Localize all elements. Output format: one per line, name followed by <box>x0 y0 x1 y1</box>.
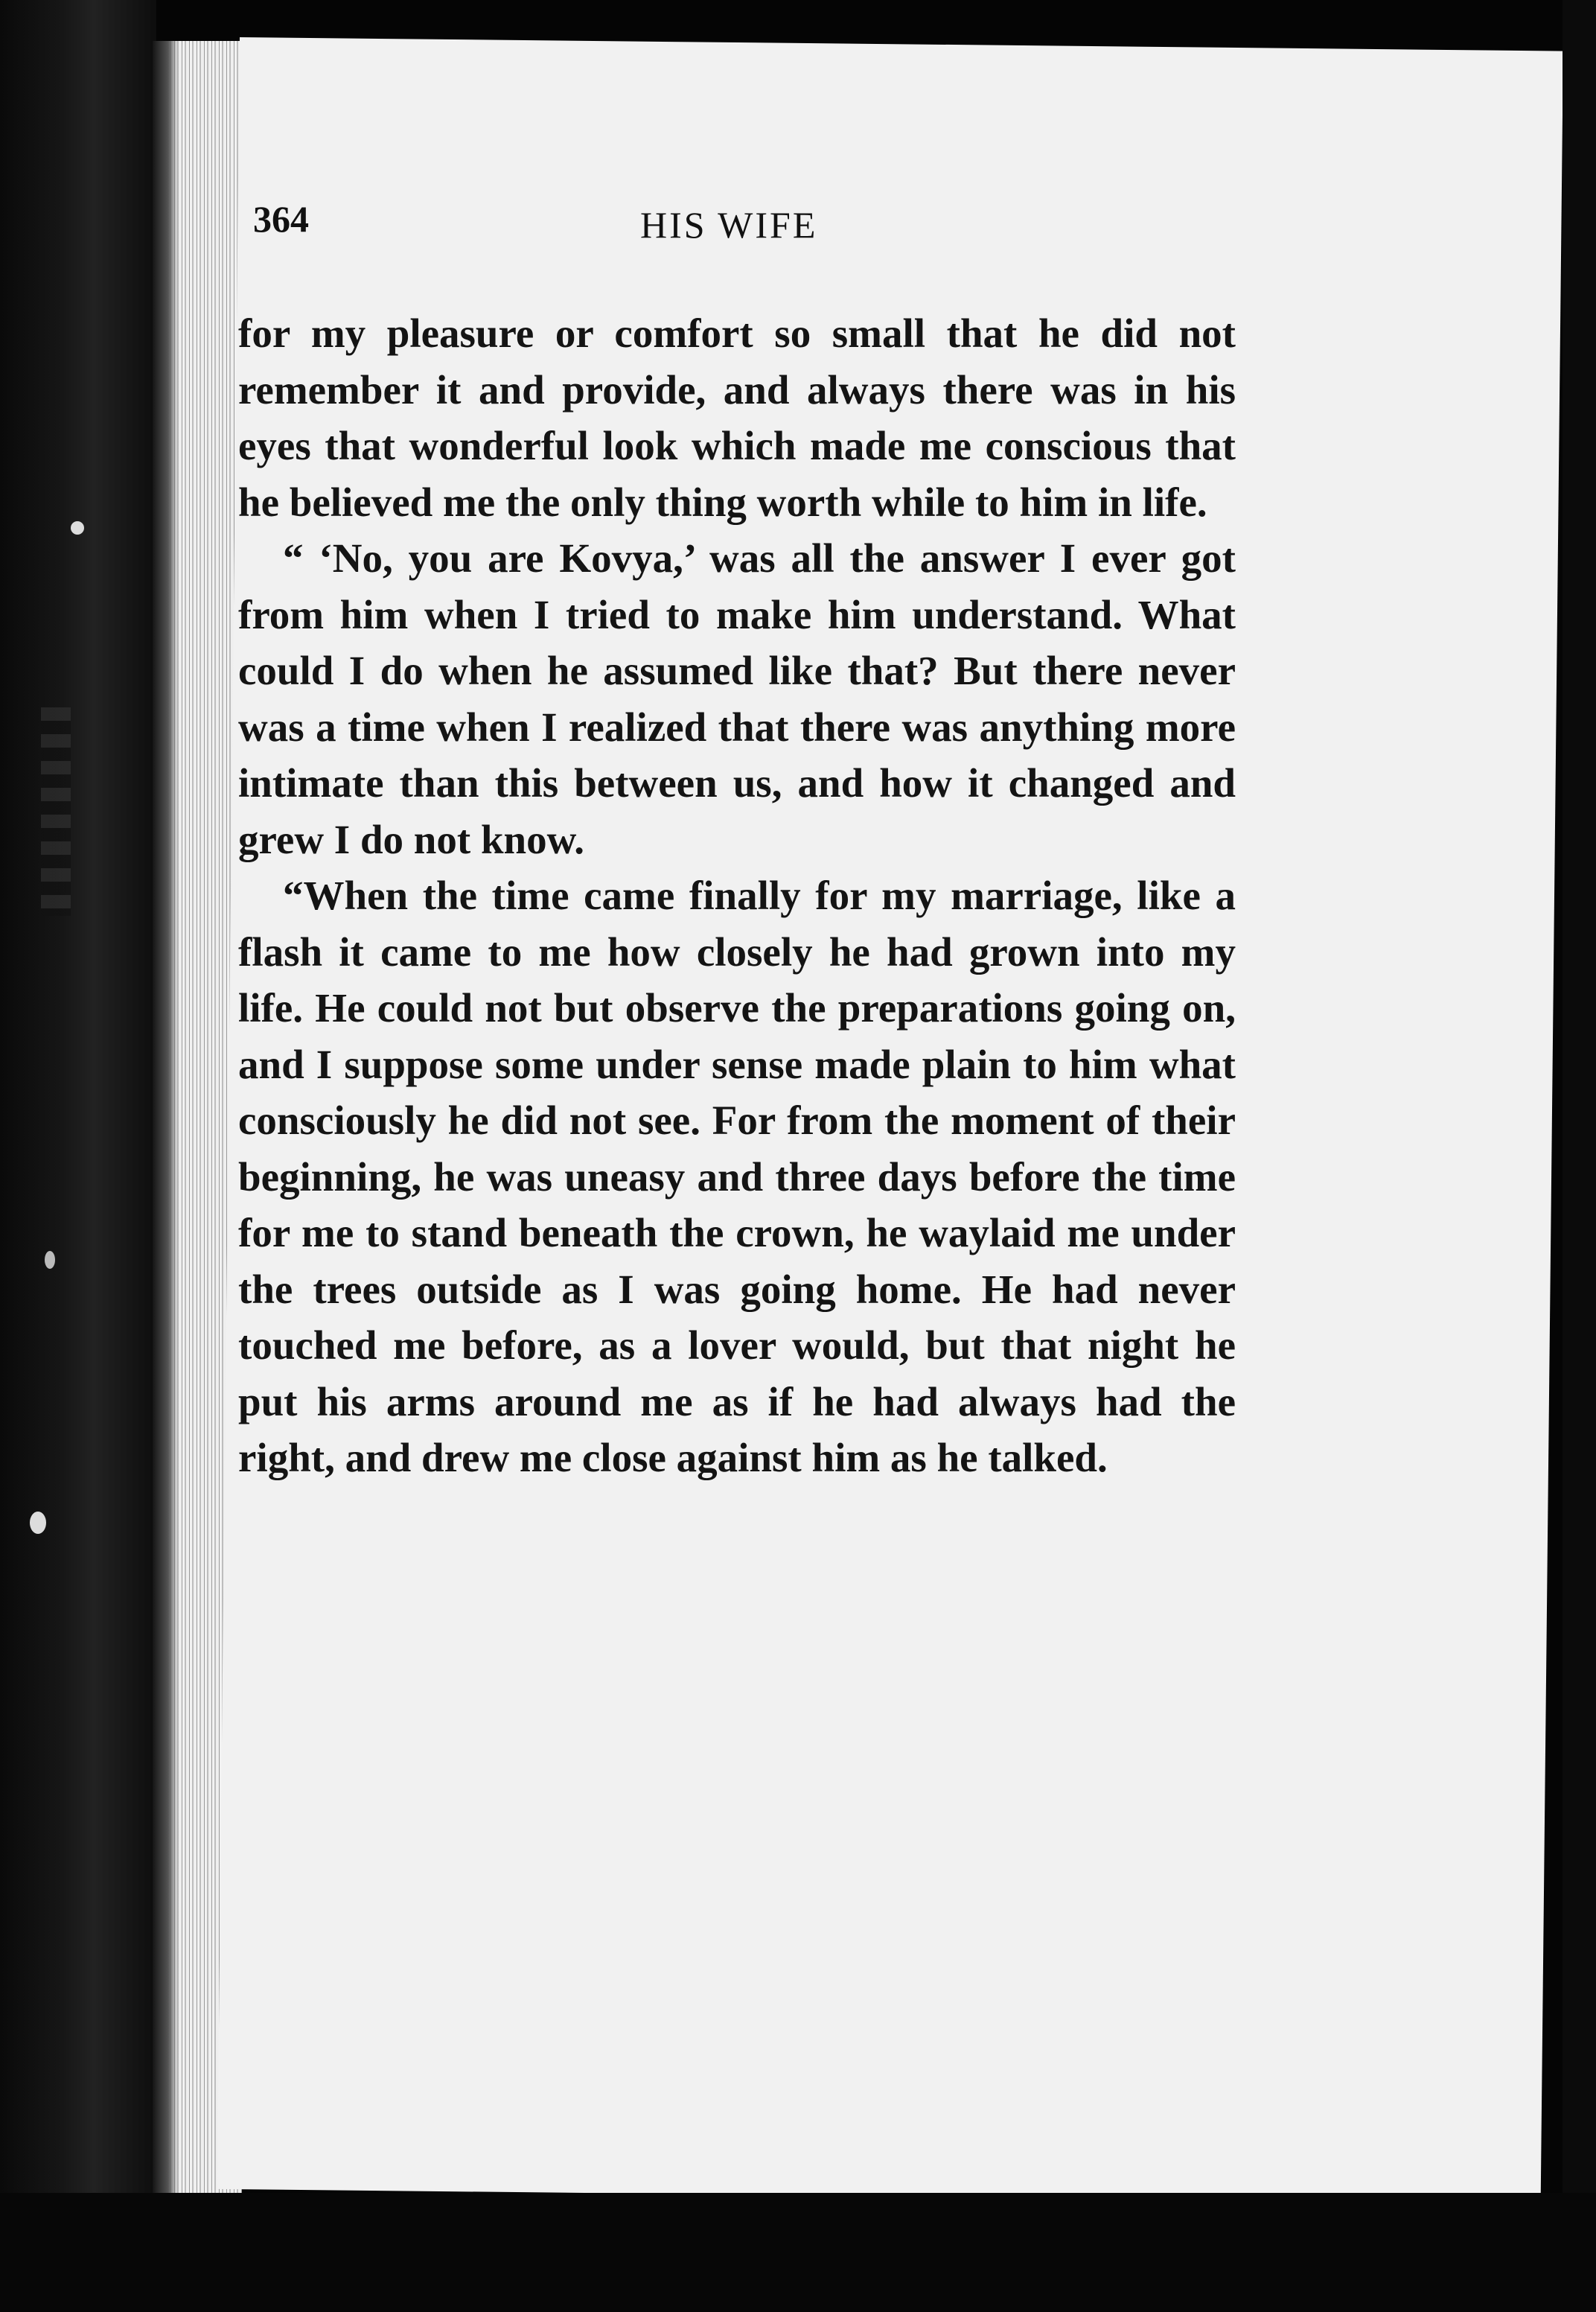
scan-speck <box>30 1512 46 1534</box>
paragraph: “When the time came finally for my marriage, like a flash it came to me how closely he had grown into my life. He could not but observe the preparations going on, and I suppose some under sense made plain to him what consciously he did not see. For from the moment of their beginning, he was uneasy and three days before the time for me to stand beneath the crown, he waylaid me under the trees outside as I was going home. He had never touched me before, as a lover would, but that night he put his arms around me as if he had always had the right, and drew me close against him as he talked. <box>238 873 1236 1480</box>
book-binding <box>0 0 156 2312</box>
scan-speck <box>45 1251 55 1269</box>
page-number: 364 <box>253 198 309 240</box>
paragraph: for my pleasure or comfort so small that he did not remember it and provide, and always there was in his eyes that wonderful look which made me conscious that he believed me the only thing worth while to him in life. <box>238 311 1236 525</box>
running-head: HIS WIFE <box>640 204 818 246</box>
page-header <box>253 197 1221 257</box>
scan-border-right <box>1563 0 1596 2312</box>
scan-speck <box>71 521 84 535</box>
scan-border-bottom <box>0 2193 1596 2312</box>
body-text <box>238 305 1236 1486</box>
paragraph: “ ‘No, you are Kovya,’ was all the answer I ever got from him when I tried to make him understand. What could I do when he assumed like that? But there never was a time when I realized that there was anything more intimate than this between us, and how it changed and grew I do not know. <box>238 535 1236 862</box>
